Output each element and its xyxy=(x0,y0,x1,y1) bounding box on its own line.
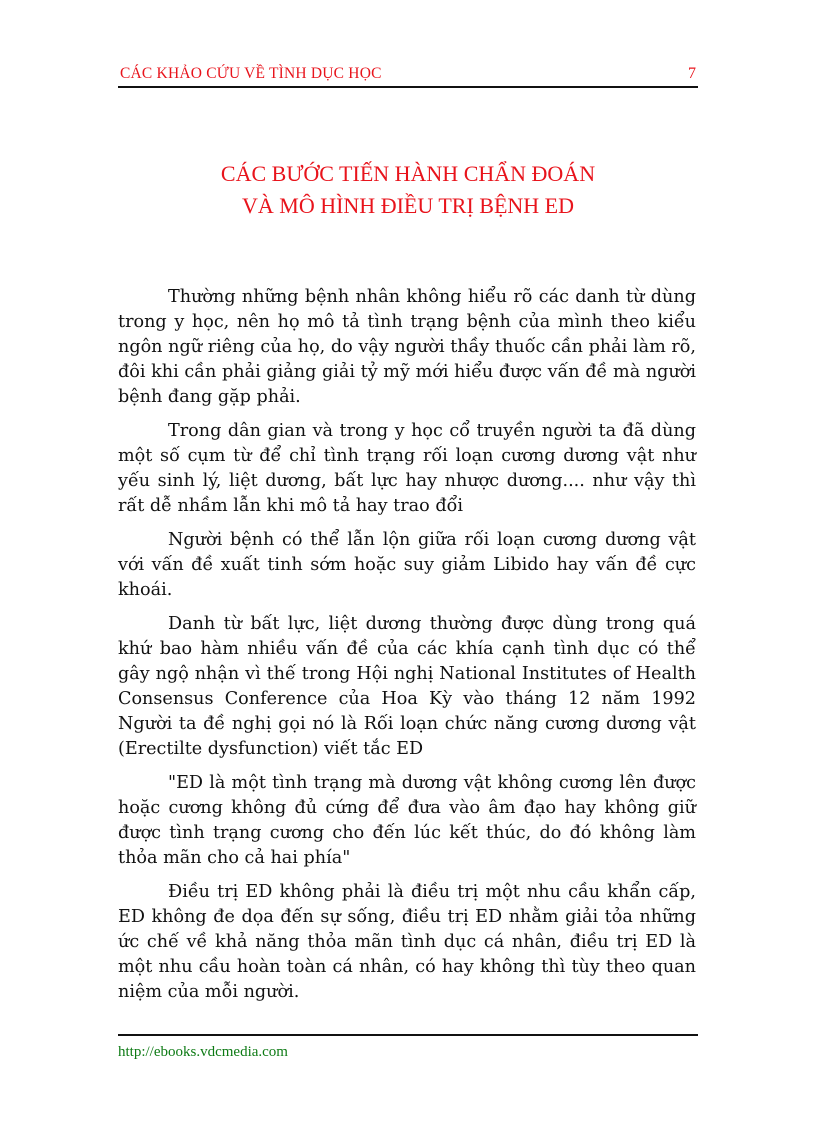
footer-link[interactable]: http://ebooks.vdcmedia.com xyxy=(118,1044,288,1060)
paragraph-5: "ED là một tình trạng mà dương vật không cương lên được hoặc cương không đủ cứng để đưa vào âm đạo hay không giữ được tình trạng cương cho đến lúc kết thúc, do đó không làm thỏa mãn cho cả hai phía" xyxy=(118,773,696,868)
page-header xyxy=(118,62,698,88)
chapter-title xyxy=(118,158,698,222)
page-number: 7 xyxy=(688,65,696,82)
paragraph-4: Danh từ bất lực, liệt dương thường được dùng trong quá khứ bao hàm nhiều vấn đề của các khía cạnh tình dục có thể gây ngộ nhận vì thế trong Hội nghị National Institutes of Health Consensus Conference của Hoa Kỳ vào tháng 12 năm 1992 Người ta đề nghị gọi nó là Rối loạn chức năng cương dương vật (Erectilte dysfunction) viết tắc ED xyxy=(118,614,696,759)
paragraph-6: Điều trị ED không phải là điều trị một nhu cầu khẩn cấp, ED không đe dọa đến sự sống, điều trị ED nhằm giải tỏa những ức chế về khả năng thỏa mãn tình dục cá nhân, điều trị ED là một nhu cầu hoàn toàn cá nhân, có hay không thì tùy theo quan niệm của mỗi người. xyxy=(118,882,696,1002)
footer-divider xyxy=(118,1034,698,1036)
body-text xyxy=(118,285,696,1014)
paragraph-1: Thường những bệnh nhân không hiểu rõ các danh từ dùng trong y học, nên họ mô tả tình trạng bệnh của mình theo kiểu ngôn ngữ riêng của họ, do vậy người thầy thuốc cần phải làm rõ, đôi khi cần phải giảng giải tỷ mỹ mới hiểu được vấn đề mà người bệnh đang gặp phải. xyxy=(118,287,696,407)
paragraph-3: Người bệnh có thể lẫn lộn giữa rối loạn cương dương vật với vấn đề xuất tinh sớm hoặc suy giảm Libido hay vấn đề cực khoái. xyxy=(118,530,696,600)
chapter-title-line-1: CÁC BƯỚC TIẾN HÀNH CHẨN ĐOÁN xyxy=(220,161,596,186)
running-header-title: CÁC KHẢO CỨU VỀ TÌNH DỤC HỌC xyxy=(120,65,382,82)
paragraph-2: Trong dân gian và trong y học cổ truyền người ta đã dùng một số cụm từ để chỉ tình trạng rối loạn cương dương vật như yếu sinh lý, liệt dương, bất lực hay nhược dương.... như vậy thì rất dễ nhầm lẫn khi mô tả hay trao đổi xyxy=(118,421,696,516)
chapter-title-line-2: VÀ MÔ HÌNH ĐIỀU TRỊ BỆNH ED xyxy=(241,193,574,218)
